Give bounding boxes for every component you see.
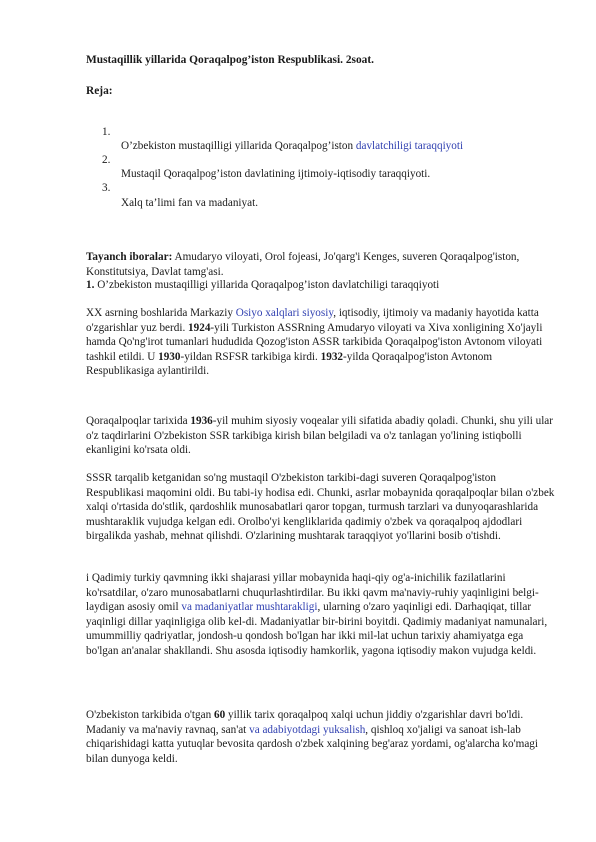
plan-number-2: 2. [102, 154, 111, 166]
paragraph-4: i Qadimiy turkiy qavmning ikki shajarasi yillar mobaynida haqi-qiy og'a-inichilik fazilatlarini ko'rsatdilar, o'zaro munosabatlarni chuqurlashtirdilar. Bu ikki qavm ma'naviy-ruhiy yaqinligini belgi-laydigan asosiy omil va madaniyatlar mushtarakligi, ularning o'zaro yaqinligi edi. Darhaqiqat, tillar yaqinligi dillar yaqinligiga olib kel-di. Madaniyatlar bir-birini boyitdi. Qadimiy madaniyat namunalari, umummilliy qadriyatlar, jondosh-u qondosh bo'lgan har ikki mil-lat uchun tarixiy ahamiyatga ega bo'lgan an'analar shakllandi. Shu asosda iqtisodiy hamkorlik, yagona iqtisodiy makon vujudga keldi. [86, 572, 548, 657]
plan-item-3: Xalq ta’limi fan va madaniyat. [121, 197, 258, 209]
section-1-title: O’zbekiston mustaqilligi yillarida Qoraqalpog’iston davlatchiligi taraqqiyoti [94, 279, 440, 291]
key-terms [86, 250, 556, 279]
plan-number-3: 3. [102, 182, 111, 194]
plan-item-2: Mustaqil Qoraqalpog’iston davlatining ijtimoiy-iqtisodiy taraqqiyoti. [121, 168, 431, 180]
key-terms-label: Tayanch iboralar: [86, 251, 173, 263]
paragraph-1-link[interactable]: Osiyo xalqlari siyosiy [235, 307, 334, 319]
paragraph-5-link[interactable]: va adabiyotdagi yuksalish [249, 723, 366, 736]
paragraph-4-link[interactable]: va madaniyatlar mushtarakligi [181, 601, 318, 614]
paragraph-5: O'zbekiston tarkibida o'tgan 60 yillik tarix qoraqalpoq xalqi uchun jiddiy o'zgarishlar davri bo'ldi. Madaniy va ma'naviy ravnaq, san'at va adabiyotdagi yuksalish, qishloq xo'jaligi va sanoat ish-lab chiqarishidagi katta yutuqlar bevosita qardosh o'zbek xalqining beg'araz yordami, og'alarcha ko'magi bilan dunyoga keldi. [86, 709, 538, 765]
plan-number-1: 1. [102, 126, 111, 138]
paragraph-3: SSSR tarqalib ketganidan so'ng mustaqil O'zbekiston tarkibi-dagi suveren Qoraqalpog'iston Respublikasi maqomini oldi. Bu tabi-iy hodisa edi. Chunki, asrlar mobaynida qoraqalpoqlar bilan o'zbek xalqi o'rtasida do'stlik, qardoshlik munosabatlari qaror topgan, turmush tarzlari va dunyoqarashlarida mushtaraklik vujudga kelgan edi. Orolbo'yi kengliklarida qadimiy o'zbek va qoraqalpoq ajdodlari birgalikda yashab, mehnat qilishdi. O'zlarining mushtarak taraqqiyot yo'llarini bosib o'tishdi. [86, 472, 555, 543]
plan-item-1-link[interactable]: davlatchiligi taraqqiyoti [355, 140, 464, 152]
section-1-number: 1. [86, 279, 95, 291]
section-1-heading [86, 278, 556, 293]
plan-item-1: O’zbekiston mustaqilligi yillarida Qoraqalpog’iston davlatchiligi taraqqiyoti [121, 140, 464, 152]
paragraph-1: XX asrning boshlarida Markaziy Osiyo xalqlari siyosiy, iqtisodiy, ijtimoiy va madaniy hayotida katta o'zgarishlar yuz berdi. 1924-yili Turkiston ASSRning Amudaryo viloyati va Xiva xonligining Xo'jayli hamda Qo'ng'irot tumanlari hududida Qozog'iston ASSR tarkibida Qoraqalpog'iston Avtonom viloyati tashkil etildi. U 1930-yildan RSFSR tarkibiga kirdi. 1932-yilda Qoraqalpog'iston Avtonom Respublikasiga aylantirildi. [86, 307, 543, 378]
plan-heading: Reja: [86, 85, 113, 97]
document-title: Mustaqillik yillarida Qoraqalpog’iston Respublikasi. 2soat. [86, 54, 374, 66]
paragraph-2: Qoraqalpoqlar tarixida 1936-yil muhim siyosiy voqealar yili sifatida abadiy qoladi. Chunki, shu yili ular o'z taqdirlarini O'zbekiston SSR tarkibiga kirish bilan belgiladi va o'z tanlagan yo'lining istiqbolli ekanligini ko'rsata oldi. [86, 415, 553, 457]
key-terms-text: Amudaryo viloyati, Orol fojeasi, Jo'qarg'i Kenges, suveren Qoraqalpog'iston, Konstitutsiya, Davlat tamg'asi. [86, 251, 520, 278]
